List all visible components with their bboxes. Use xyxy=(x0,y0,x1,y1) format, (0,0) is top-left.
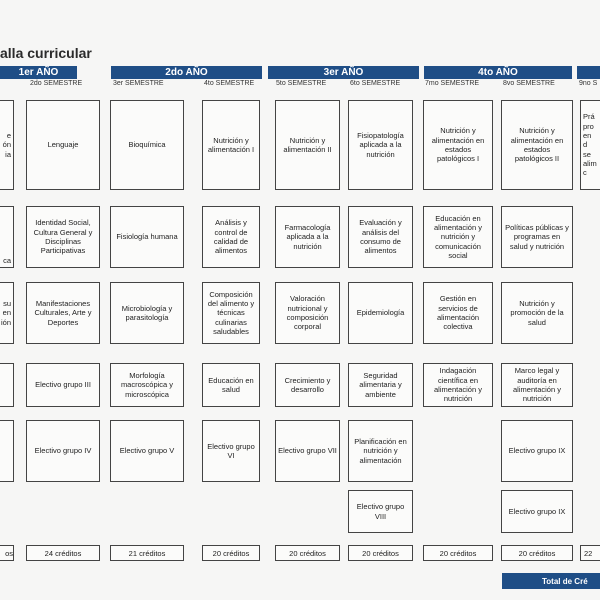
credits-box: 21 créditos xyxy=(110,545,184,561)
course-box[interactable] xyxy=(275,100,340,190)
semester-label: 5to SEMESTRE xyxy=(276,80,327,87)
course-label: Electivo grupo IV xyxy=(34,446,92,456)
course-label: Nutrición y alimentación II xyxy=(283,135,332,154)
course-label: Gestión en servicios de alimentación colectiva xyxy=(436,294,480,332)
course-label: Electivo grupo VII xyxy=(278,446,337,456)
course-label: Nutrición y promoción de la salud xyxy=(510,298,564,327)
course-label: Electivo grupo VIII xyxy=(356,502,405,521)
credits-box: 24 créditos xyxy=(26,545,100,561)
course-box[interactable] xyxy=(423,282,493,344)
course-box-partial[interactable] xyxy=(0,100,14,190)
semester-label: 9no S xyxy=(579,80,598,87)
course-box[interactable] xyxy=(110,100,184,190)
course-box-partial[interactable] xyxy=(0,206,14,268)
course-label: en xyxy=(2,308,11,318)
course-box[interactable] xyxy=(501,206,573,268)
course-label: Identidad Social, Cultura General y Disciplinas Participativas xyxy=(33,218,93,256)
course-label: Lenguaje xyxy=(47,140,79,150)
course-label: e xyxy=(6,130,11,140)
course-label: Indagación científica en alimentación y nutrición xyxy=(434,366,482,404)
course-label: Prá xyxy=(583,112,595,122)
course-box[interactable] xyxy=(348,490,413,533)
course-box[interactable] xyxy=(275,206,340,268)
course-box[interactable] xyxy=(275,282,340,344)
course-box[interactable] xyxy=(110,282,184,344)
course-label: su xyxy=(3,298,11,308)
course-box-partial[interactable] xyxy=(0,363,14,407)
course-label: Electivo grupo VI xyxy=(207,441,255,460)
course-box-partial[interactable] xyxy=(0,420,14,482)
course-box[interactable] xyxy=(423,100,493,190)
course-label: Nutrición y alimentación en estados patológicos I xyxy=(431,126,485,164)
course-box[interactable] xyxy=(348,206,413,268)
semester-label: 2do SEMESTRE xyxy=(30,80,83,87)
year-header-2: 2do AÑO xyxy=(111,66,262,79)
course-label: Composición del alimento y técnicas culinarias saludables xyxy=(207,289,255,337)
course-label: d xyxy=(583,140,588,150)
course-label: ón xyxy=(2,140,11,150)
course-label: ca xyxy=(3,255,11,265)
course-box[interactable] xyxy=(275,420,340,482)
semester-label: 6to SEMESTRE xyxy=(350,80,401,87)
year-header-5 xyxy=(577,66,600,79)
course-box[interactable] xyxy=(202,282,260,344)
course-label: Electivo grupo V xyxy=(119,446,175,456)
course-box[interactable] xyxy=(501,282,573,344)
course-label: pro xyxy=(583,121,594,131)
semester-label: 7mo SEMESTRE xyxy=(425,80,480,87)
page-title: alla curricular xyxy=(0,45,92,61)
course-label: ia xyxy=(5,149,11,159)
course-box[interactable] xyxy=(501,420,573,482)
course-box[interactable] xyxy=(275,363,340,407)
course-box[interactable] xyxy=(202,363,260,407)
course-label: Fisiopatología aplicada a la nutrición xyxy=(357,130,404,159)
year-header-4: 4to AÑO xyxy=(424,66,572,79)
course-label: Bioquímica xyxy=(128,140,166,150)
course-box[interactable] xyxy=(26,206,100,268)
course-box[interactable] xyxy=(423,363,493,407)
course-label: en xyxy=(583,130,592,140)
course-label: Morfología macroscópica y microscópica xyxy=(120,370,174,399)
course-box[interactable] xyxy=(501,100,573,190)
course-box[interactable] xyxy=(202,100,260,190)
course-box[interactable] xyxy=(26,420,100,482)
course-box[interactable] xyxy=(348,420,413,482)
course-box[interactable] xyxy=(26,282,100,344)
credits-box-partial: os xyxy=(0,545,14,561)
course-label: Educación en salud xyxy=(208,375,254,394)
course-box[interactable] xyxy=(501,363,573,407)
course-box[interactable] xyxy=(110,206,184,268)
credits-box: 20 créditos xyxy=(423,545,493,561)
credits-box: 20 créditos xyxy=(501,545,573,561)
course-label: Nutrición y alimentación I xyxy=(207,135,255,154)
course-label: Políticas públicas y programas en salud y nutrición xyxy=(505,222,569,251)
credits-box: 20 créditos xyxy=(202,545,260,561)
course-label: se xyxy=(583,149,591,159)
course-label: Manifestaciones Culturales, Arte y Deportes xyxy=(34,298,92,327)
course-box[interactable] xyxy=(202,420,260,482)
course-box[interactable] xyxy=(348,363,413,407)
course-label: Análisis y control de calidad de alimentos xyxy=(213,218,249,256)
course-box[interactable] xyxy=(423,206,493,268)
course-label: Educación en alimentación y nutrición y comunicación social xyxy=(434,213,482,261)
course-box-partial[interactable] xyxy=(580,100,600,190)
course-box[interactable] xyxy=(348,282,413,344)
course-label: Crecimiento y desarrollo xyxy=(284,375,331,394)
course-label: Epidemiología xyxy=(356,308,405,318)
course-box[interactable] xyxy=(501,490,573,533)
course-box-partial[interactable] xyxy=(0,282,14,344)
course-label: Nutrición y alimentación en estados patológicos II xyxy=(510,126,564,164)
course-box[interactable] xyxy=(110,363,184,407)
course-label: Electivo grupo IX xyxy=(508,446,566,456)
credits-box: 20 créditos xyxy=(275,545,340,561)
course-box[interactable] xyxy=(348,100,413,190)
credits-box: 20 créditos xyxy=(348,545,413,561)
course-box[interactable] xyxy=(26,363,100,407)
course-label: Farmacología aplicada a la nutrición xyxy=(284,222,331,251)
total-credits-label: Total de Cré xyxy=(502,573,600,589)
semester-label: 8vo SEMESTRE xyxy=(503,80,555,87)
semester-label: 4to SEMESTRE xyxy=(204,80,255,87)
credits-box-partial: 22 xyxy=(580,545,600,561)
course-box[interactable] xyxy=(110,420,184,482)
course-box[interactable] xyxy=(26,100,100,190)
course-label: Valoración nutricional y composición corporal xyxy=(286,294,329,332)
course-label: Fisiología humana xyxy=(116,232,178,242)
semester-label: 3er SEMESTRE xyxy=(113,80,164,87)
course-label: Planificación en nutrición y alimentación xyxy=(354,436,407,465)
course-label: Microbiología y parasitología xyxy=(121,303,173,322)
course-label: alim xyxy=(583,159,597,169)
course-box[interactable] xyxy=(202,206,260,268)
year-header-1: 1er AÑO xyxy=(0,66,77,79)
course-label: ión xyxy=(0,317,11,327)
course-label: Seguridad alimentaria y ambiente xyxy=(359,370,402,399)
course-label: Marco legal y auditoría en alimentación y nutrición xyxy=(513,366,561,404)
course-label: c xyxy=(583,168,587,178)
year-header-3: 3er AÑO xyxy=(268,66,419,79)
course-label: Evaluación y análisis del consumo de alimentos xyxy=(359,218,402,256)
course-label: Electivo grupo III xyxy=(35,380,91,390)
course-label: Electivo grupo IX xyxy=(508,506,566,516)
